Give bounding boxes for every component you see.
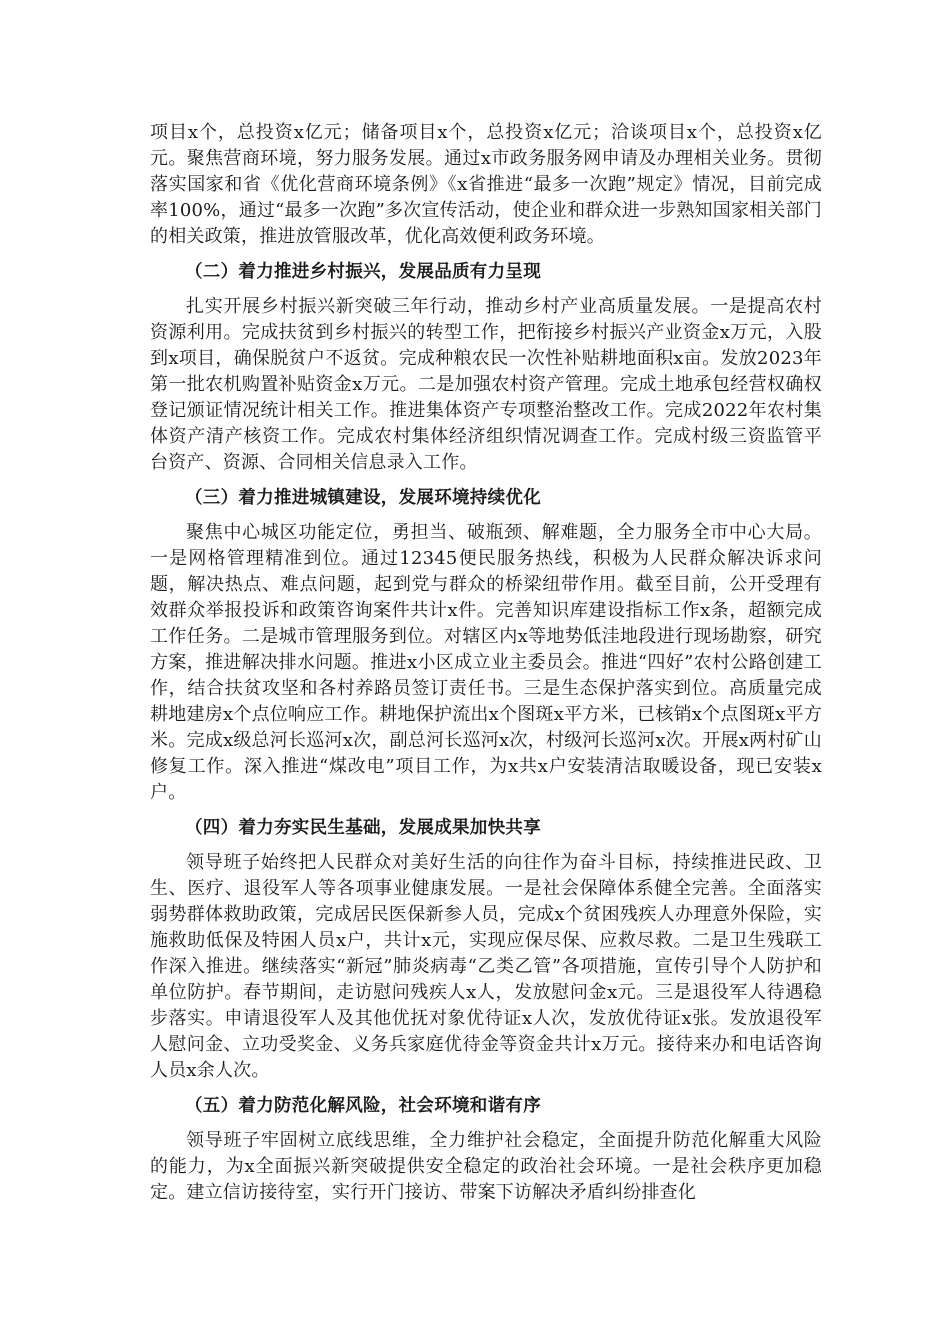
document-page bbox=[150, 120, 822, 1215]
paragraph-rural: 扎实开展乡村振兴新突破三年行动，推动乡村产业高质量发展。一是提高农村资源利用。完成扶贫到乡村振兴的转型工作，把衔接乡村振兴产业资金x万元，入股到x项目，确保脱贫户不返贫。完成种粮农民一次性补贴耕地面积x亩。发放2023年第一批农机购置补贴资金x万元。二是加强农村资产管理。完成土地承包经营权确权登记颁证情况统计相关工作。推进集体资产专项整治整改工作。完成2022年农村集体资产清产核资工作。完成农村集体经济组织情况调查工作。完成村级三资监管平台资产、资源、合同相关信息录入工作。 bbox=[150, 296, 822, 473]
paragraph-risk: 领导班子牢固树立底线思维，全力维护社会稳定，全面提升防范化解重大风险的能力，为x全面振兴新突破提供安全稳定的政治社会环境。一是社会秩序更加稳定。建立信访接待室，实行开门接访、带案下访解决矛盾纠纷排查化 bbox=[150, 1130, 822, 1203]
section-heading-rural: （二）着力推进乡村振兴，发展品质有力呈现 bbox=[185, 262, 541, 282]
section-heading-risk: （五）着力防范化解风险，社会环境和谐有序 bbox=[185, 1096, 541, 1116]
section-heading-urban: （三）着力推进城镇建设，发展环境持续优化 bbox=[185, 488, 541, 508]
paragraph-investment: 项目x个，总投资x亿元；储备项目x个，总投资x亿元；洽谈项目x个，总投资x亿元。聚焦营商环境，努力服务发展。通过x市政务服务网申请及办理相关业务。贯彻落实国家和省《优化营商环境条例》《x省推进“最多一次跑”规定》情况，目前完成率100%，通过“最多一次跑”多次宣传活动，使企业和群众进一步熟知国家相关部门的相关政策，推进放管服改革，优化高效便利政务环境。 bbox=[150, 122, 822, 247]
paragraph-urban: 聚焦中心城区功能定位，勇担当、破瓶颈、解难题，全力服务全市中心大局。一是网格管理精准到位。通过12345便民服务热线，积极为人民群众解决诉求问题，解决热点、难点问题，起到党与群众的桥梁纽带作用。截至目前，公开受理有效群众举报投诉和政策咨询案件共计x件。完善知识库建设指标工作x条，超额完成工作任务。二是城市管理服务到位。对辖区内x等地势低洼地段进行现场勘察，研究方案，推进解决排水问题。推进x小区成立业主委员会。推进“四好”农村公路创建工作，结合扶贫攻坚和各村养路员签订责任书。三是生态保护落实到位。高质量完成耕地建房x个点位响应工作。耕地保护流出x个图斑x平方米，已核销x个点图斑x平方米。完成x级总河长巡河x次，副总河长巡河x次，村级河长巡河x次。开展x两村矿山修复工作。深入推进“煤改电”项目工作，为x共x户安装清洁取暖设备，现已安装x户。 bbox=[150, 522, 822, 803]
paragraph-livelihood: 领导班子始终把人民群众对美好生活的向往作为奋斗目标，持续推进民政、卫生、医疗、退役军人等各项事业健康发展。一是社会保障体系健全完善。全面落实弱势群体救助政策，完成居民医保新参人员，完成x个贫困残疾人办理意外保险，实施救助低保及特困人员x户，共计x元，实现应保尽保、应救尽救。二是卫生残联工作深入推进。继续落实“新冠”肺炎病毒“乙类乙管”各项措施，宣传引导个人防护和单位防护。春节期间，走访慰问残疾人x人，发放慰问金x元。三是退役军人待遇稳步落实。申请退役军人及其他优抚对象优待证x人次，发放优待证x张。发放退役军人慰问金、立功受奖金、义务兵家庭优待金等资金共计x万元。接待来办和电话咨询人员x余人次。 bbox=[150, 852, 822, 1081]
section-heading-livelihood: （四）着力夯实民生基础，发展成果加快共享 bbox=[185, 818, 541, 838]
